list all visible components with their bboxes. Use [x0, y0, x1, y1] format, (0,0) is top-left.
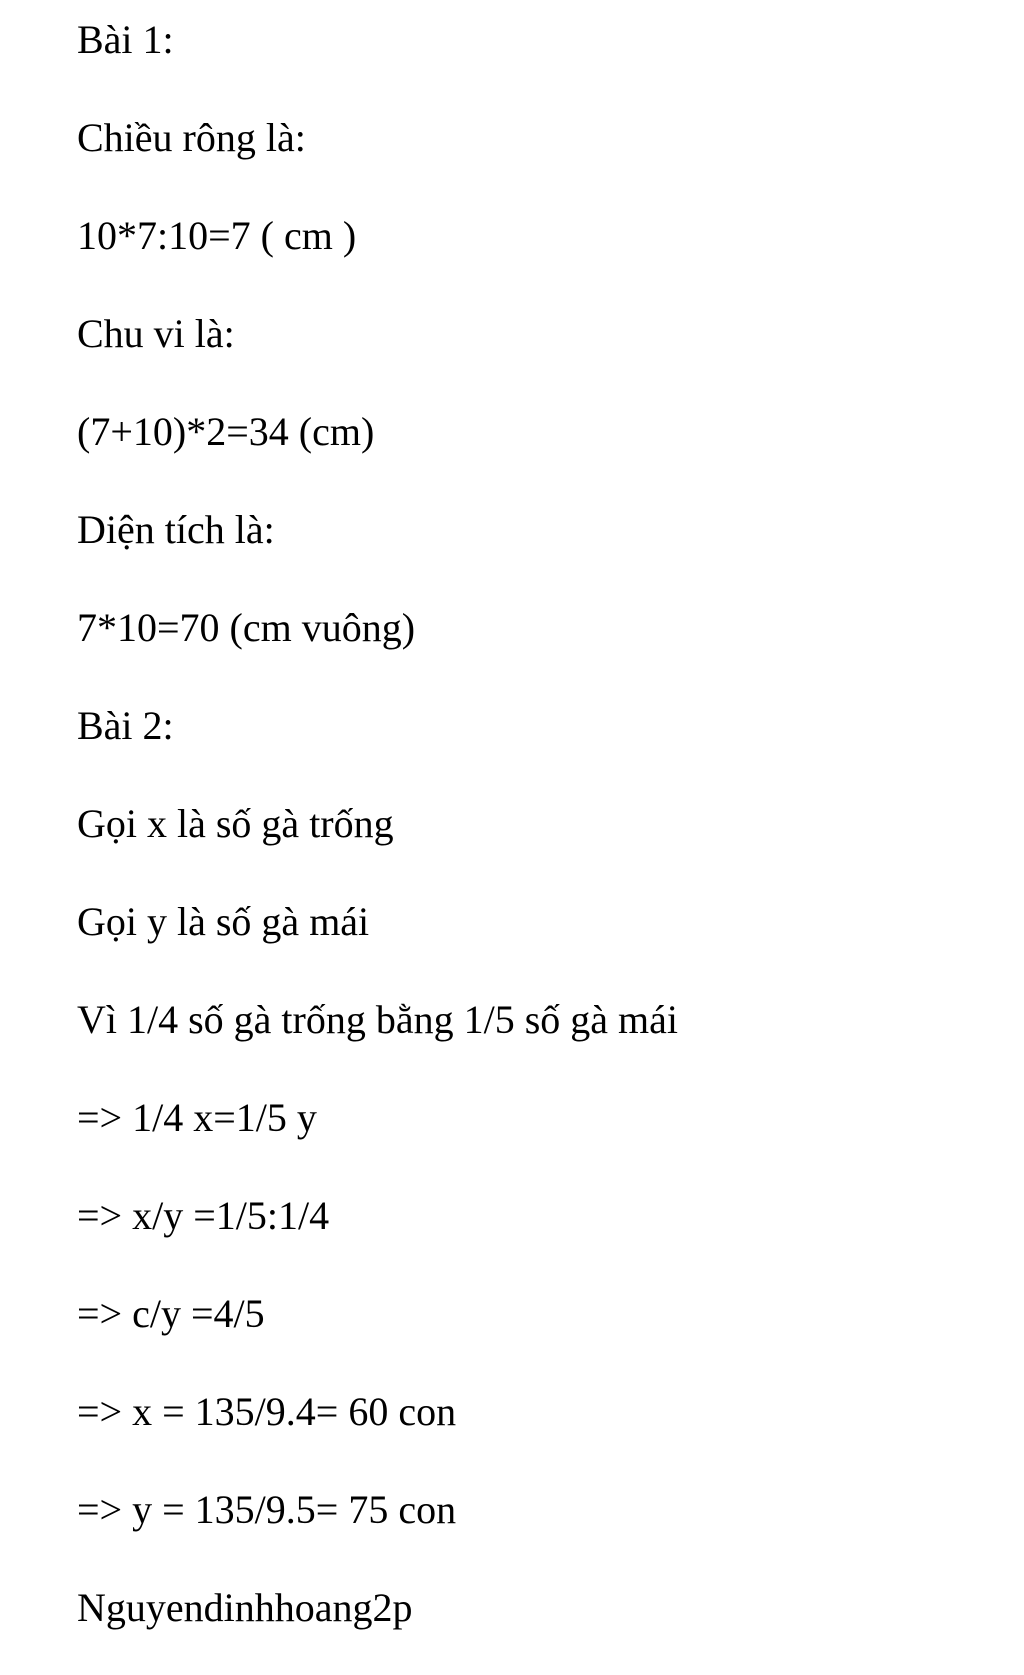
text-goi-x: Gọi x là số gà trống: [77, 801, 394, 846]
formula-step-4: => x = 135/9.4= 60 con: [77, 1389, 457, 1434]
text-dien-tich: Diện tích là:: [77, 507, 275, 552]
heading-bai-2: Bài 2:: [77, 703, 174, 748]
formula-step-5: => y = 135/9.5= 75 con: [77, 1487, 457, 1532]
text-chieu-rong: Chiều rông là:: [77, 115, 306, 160]
text-goi-y: Gọi y là số gà mái: [77, 899, 370, 944]
author-signature: Nguyendinhhoang2p: [77, 1585, 413, 1630]
formula-step-1: => 1/4 x=1/5 y: [77, 1095, 317, 1140]
formula-step-2: => x/y =1/5:1/4: [77, 1193, 330, 1238]
formula-chieu-rong: 10*7:10=7 ( cm ): [77, 213, 357, 258]
heading-bai-1: Bài 1:: [77, 17, 174, 62]
formula-dien-tich: 7*10=70 (cm vuông): [77, 605, 416, 650]
formula-step-3: => c/y =4/5: [77, 1291, 265, 1336]
text-vi: Vì 1/4 số gà trống bằng 1/5 số gà mái: [77, 997, 679, 1042]
text-chu-vi: Chu vi là:: [77, 311, 235, 356]
formula-chu-vi: (7+10)*2=34 (cm): [77, 409, 375, 454]
